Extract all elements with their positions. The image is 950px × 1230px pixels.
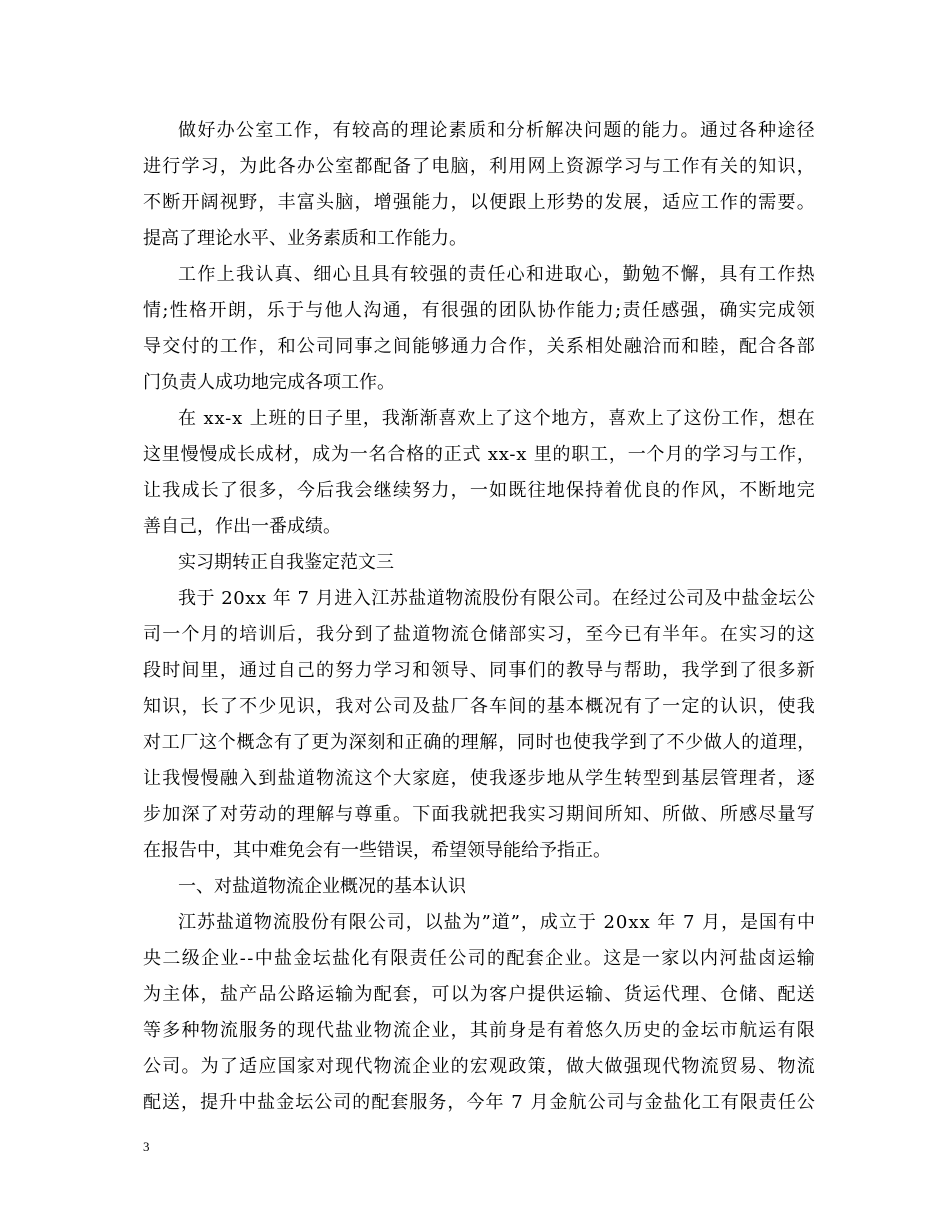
text-line: 让我成长了很多，今后我会继续努力，一如既往地保持着优良的作风，不断地完 [143, 480, 816, 501]
text-line: 司一个月的培训后，我分到了盐道物流仓储部实习，至今已有半年。在实习的这 [143, 624, 816, 645]
text-line: 让我慢慢融入到盐道物流这个大家庭，使我逐步地从学生转型到基层管理者，逐 [143, 768, 816, 789]
text-line: 对工厂这个概念有了更为深刻和正确的理解，同时也使我学到了不少做人的道理， [143, 732, 816, 753]
text-line: 门负责人成功地完成各项工作。 [143, 372, 395, 393]
text-line: 等多种物流服务的现代盐业物流企业，其前身是有着悠久历史的金坛市航运有限 [143, 1020, 816, 1041]
text-line: 在报告中，其中难免会有一些错误，希望领导能给予指正。 [143, 840, 611, 861]
text-line: 步加深了对劳动的理解与尊重。下面我就把我实习期间所知、所做、所感尽量写 [143, 804, 816, 825]
text-line: 在 xx-x 上班的日子里，我渐渐喜欢上了这个地方，喜欢上了这份工作，想在 [178, 408, 816, 429]
text-line: 进行学习，为此各办公室都配备了电脑，利用网上资源学习与工作有关的知识， [143, 156, 816, 177]
text-line: 知识，长了不少见识，我对公司及盐厂各车间的基本概况有了一定的认识，使我 [143, 696, 816, 717]
text-line: 实习期转正自我鉴定范文三 [178, 552, 394, 573]
text-line: 一、对盐道物流企业概况的基本认识 [178, 876, 466, 897]
text-line: 江苏盐道物流股份有限公司，以盐为”道”，成立于 20xx 年 7 月，是国有中 [178, 912, 816, 933]
text-line: 央二级企业--中盐金坛盐化有限责任公司的配套企业。这是一家以内河盐卤运输 [143, 948, 817, 969]
text-line: 为主体，盐产品公路运输为配套，可以为客户提供运输、货运代理、仓储、配送 [143, 984, 816, 1005]
text-line: 配送，提升中盐金坛公司的配套服务，今年 7 月金航公司与金盐化工有限责任公 [143, 1092, 816, 1113]
text-line: 工作上我认真、细心且具有较强的责任心和进取心，勤勉不懈，具有工作热 [178, 264, 816, 285]
text-line: 段时间里，通过自己的努力学习和领导、同事们的教导与帮助，我学到了很多新 [143, 660, 816, 681]
text-line: 公司。为了适应国家对现代物流企业的宏观政策，做大做强现代物流贸易、物流 [143, 1056, 816, 1077]
text-line: 做好办公室工作，有较高的理论素质和分析解决问题的能力。通过各种途径 [178, 120, 816, 141]
text-line: 提高了理论水平、业务素质和工作能力。 [143, 228, 467, 249]
text-line: 这里慢慢成长成材，成为一名合格的正式 xx-x 里的职工，一个月的学习与工作， [143, 444, 816, 465]
page-number: 3 [143, 1139, 150, 1154]
text-line: 不断开阔视野，丰富头脑，增强能力，以便跟上形势的发展，适应工作的需要。 [143, 192, 816, 213]
text-line: 我于 20xx 年 7 月进入江苏盐道物流股份有限公司。在经过公司及中盐金坛公 [178, 588, 816, 609]
text-line: 善自己，作出一番成绩。 [143, 516, 341, 537]
text-line: 情;性格开朗，乐于与他人沟通，有很强的团队协作能力;责任感强，确实完成领 [143, 300, 817, 321]
text-line: 导交付的工作，和公司同事之间能够通力合作，关系相处融洽而和睦，配合各部 [143, 336, 816, 357]
